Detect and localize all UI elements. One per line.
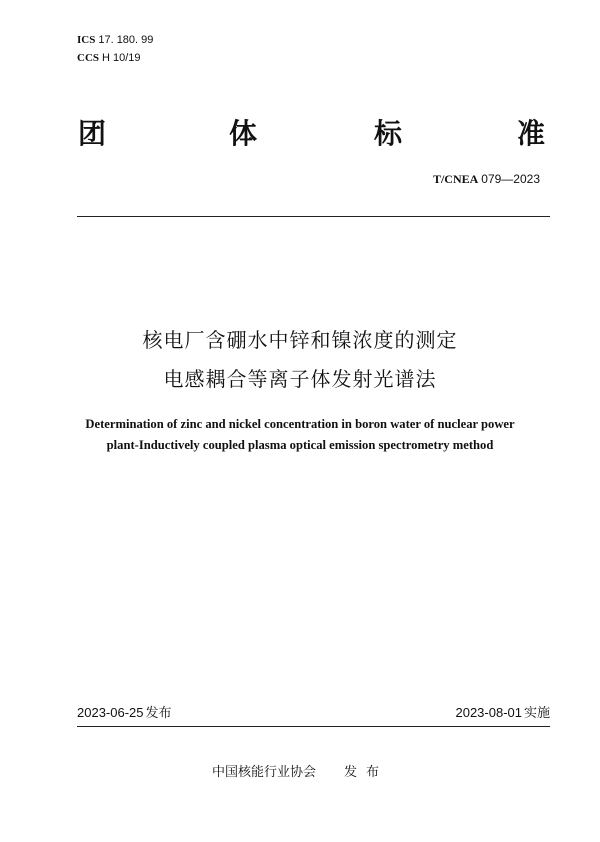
top-divider [77,216,550,217]
implementation-date-value: 2023-08-01 [455,705,522,720]
issue-date-value: 2023-06-25 [77,705,144,720]
ics-label: ICS [77,34,96,46]
issuer [0,765,600,781]
ccs-value: H 10/19 [102,52,141,64]
issue-date-label: 发布 [145,706,172,721]
english-title-line-1: Determination of zinc and nickel concentration in boron water of nuclear power [85,417,515,431]
implementation-date [455,705,550,722]
standard-type-char-1: 团 [78,117,107,150]
issue-date [77,705,172,722]
ccs-label: CCS [77,52,100,64]
implementation-date-label: 实施 [523,706,550,721]
standard-number [433,171,540,187]
chinese-title-line-2: 电感耦合等离子体发射光谱法 [163,367,437,391]
ics-code [77,33,153,47]
english-title-line-2: plant-Inductively coupled plasma optical emission spectrometry method [106,438,494,452]
bottom-divider [77,726,550,727]
standard-code: T/CNEA [432,172,479,186]
standard-type-char-2: 体 [229,117,258,150]
chinese-title-line-1: 核电厂含硼水中锌和镍浓度的测定 [142,328,458,352]
standard-type-char-3: 标 [374,117,403,150]
issuer-name: 中国核能行业协会 [211,765,316,780]
ics-value: 17. 180. 99 [98,34,154,46]
standard-type-char-4: 准 [517,117,546,150]
issuer-action: 发布 [344,765,389,780]
ccs-code [77,51,141,65]
standard-number-value: 079—2023 [481,172,540,186]
